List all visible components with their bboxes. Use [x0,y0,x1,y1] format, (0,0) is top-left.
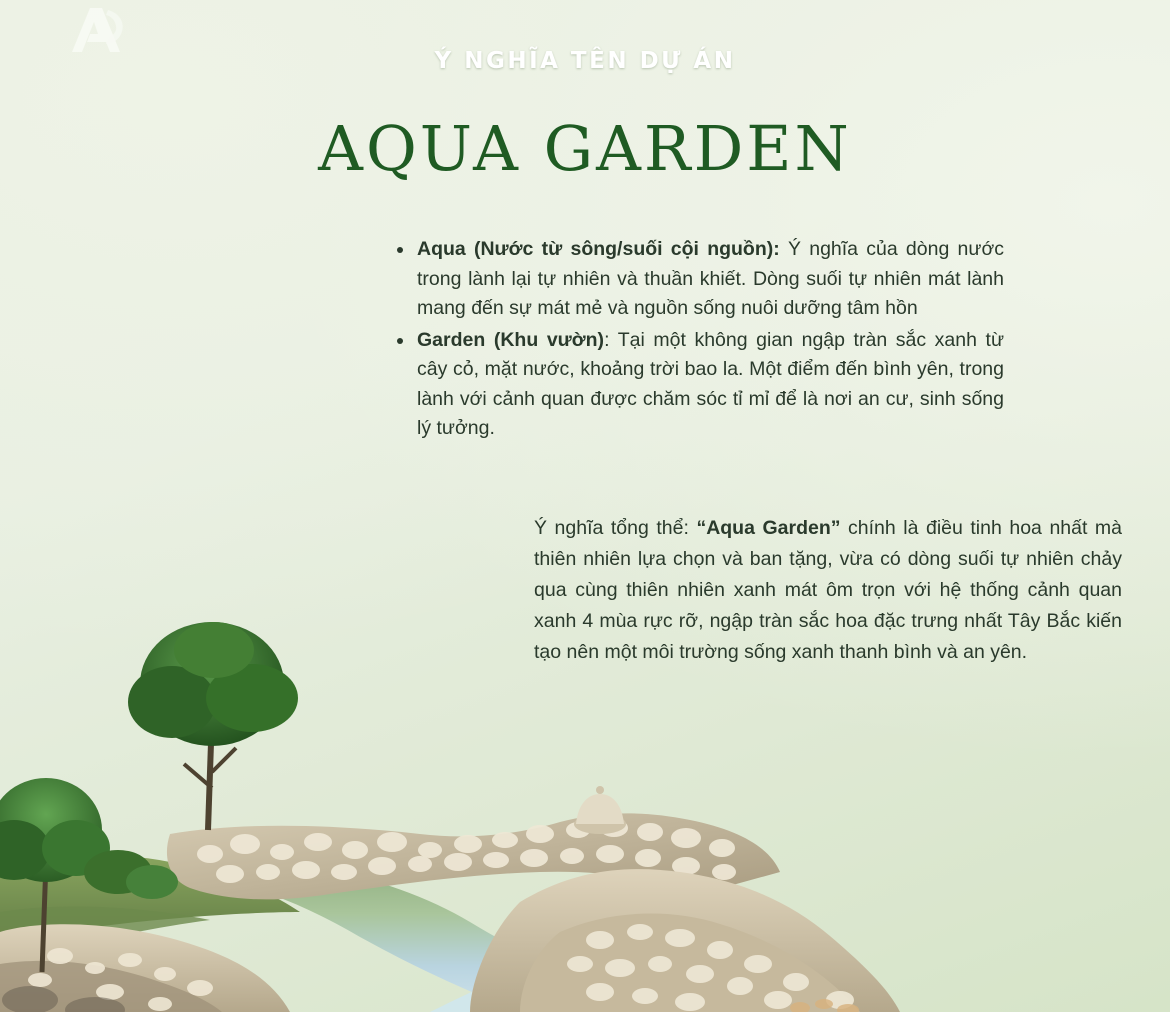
summary-prefix: Ý nghĩa tổng thể: [534,517,697,539]
list-item [392,235,1004,324]
summary-quote: “Aqua Garden” [696,517,841,539]
bullet-lead: Aqua (Nước từ sông/suối cội nguồn): [417,238,780,260]
tree-tall [128,622,298,830]
page-title: AQUA GARDEN [318,112,852,185]
bullet-lead: Garden (Khu vườn) [417,328,605,351]
bullet-text: Ý nghĩa của dòng nước trong lành lại tự nhiên và thuần khiết. Dòng suối tự nhiên mát lành mang đến sự mát mẻ và nguồn sống nuôi dưỡng tâm hồn [417,238,1004,319]
bullet-text: : Tại một không gian ngập tràn sắc xanh từ cây cỏ, mặt nước, khoảng trời bao la. Một điểm đến bình yên, trong lành với cảnh quan được chăm sóc tỉ mỉ để là nơi an cư, sinh sống lý tưởng. [417,328,1004,439]
section-kicker: Ý NGHĨA TÊN DỰ ÁN [434,48,736,74]
stream-rocks-trees-illustration [0,572,960,1012]
summary-rest: chính là điều tinh hoa nhất mà thiên nhiên lựa chọn và ban tặng, vừa có dòng suối tự nhiên chảy qua cùng thiên nhiên xanh mát ôm trọn với hệ thống cảnh quan xanh 4 mùa rực rỡ, ngập tràn sắc hoa đặc trưng nhất Tây Bắc kiến tạo nên một môi trường sống xanh thanh bình và an yên. [534,517,1123,663]
meaning-bullet-list [392,235,1004,446]
list-item [392,326,1004,444]
